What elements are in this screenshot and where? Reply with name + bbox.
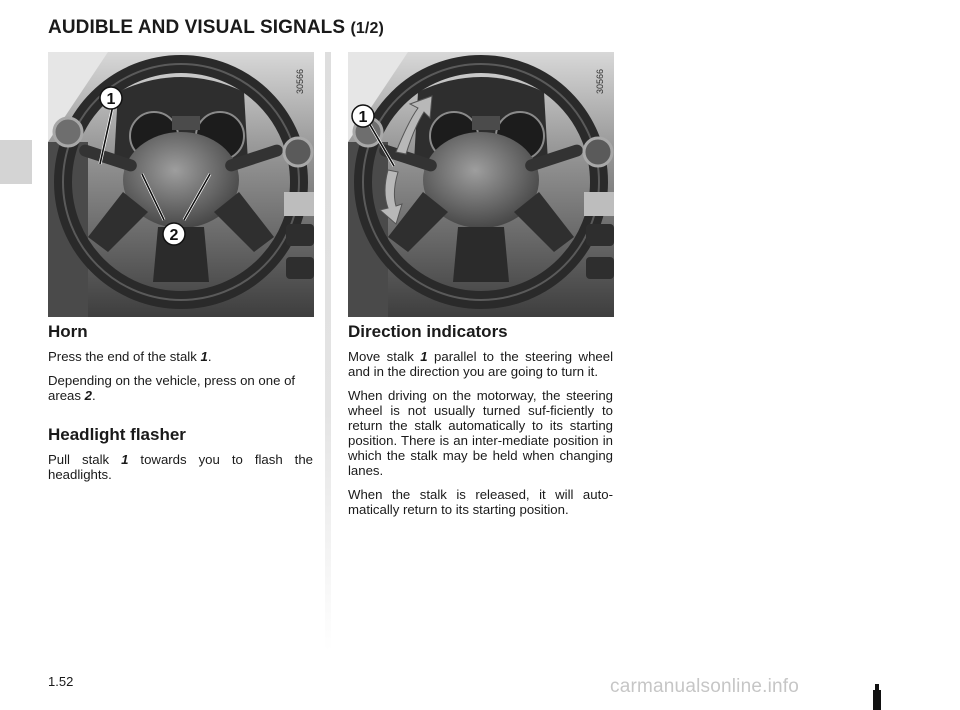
steering-wheel-illustration [348,52,614,317]
indicators-paragraph-1: Move stalk 1 parallel to the steering wheel and in the direction you are going to turn it. [348,349,613,379]
callout-1 [100,87,122,109]
watermark: carmanualsonline.info [610,676,800,697]
heading-direction-indicators: Direction indicators [348,322,508,341]
heading-horn: Horn [48,322,88,341]
indicators-paragraph-3: When the stalk is released, it will auto-matically return to its starting position. [348,487,613,517]
heading-headlight-flasher: Headlight flasher [48,425,186,444]
svg-text:1: 1 [358,109,368,126]
figure-direction-indicators [348,52,614,317]
steering-wheel-illustration [48,52,314,317]
figure-ref-code: 30566 [595,68,605,94]
page-title: AUDIBLE AND VISUAL SIGNALS (1/2) [48,17,384,38]
corner-mark [873,690,881,710]
indicators-paragraph-2: When driving on the motorway, the steering wheel is not usually turned suf-ficiently to return the stalk automatically to its starting position. There is an inter-mediate position in which the stalk may be held when changing lanes. [348,388,613,478]
right-column [348,322,613,526]
figure-ref-code: 30566 [295,68,305,94]
horn-paragraph-1: Press the end of the stalk 1. [48,349,212,364]
figure-horn-steering-wheel [48,52,314,317]
svg-text:2: 2 [169,227,179,244]
column-divider [325,52,331,652]
callout-2 [163,223,185,245]
page-number: 1.52 [48,674,74,689]
left-column [48,322,313,491]
section-tab [0,140,32,184]
horn-paragraph-2: Depending on the vehicle, press on one of areas 2. [48,373,296,403]
flasher-paragraph-1: Pull stalk 1 towards you to flash the headlights. [48,452,313,482]
callout-1 [352,105,374,127]
svg-text:1: 1 [106,91,116,108]
